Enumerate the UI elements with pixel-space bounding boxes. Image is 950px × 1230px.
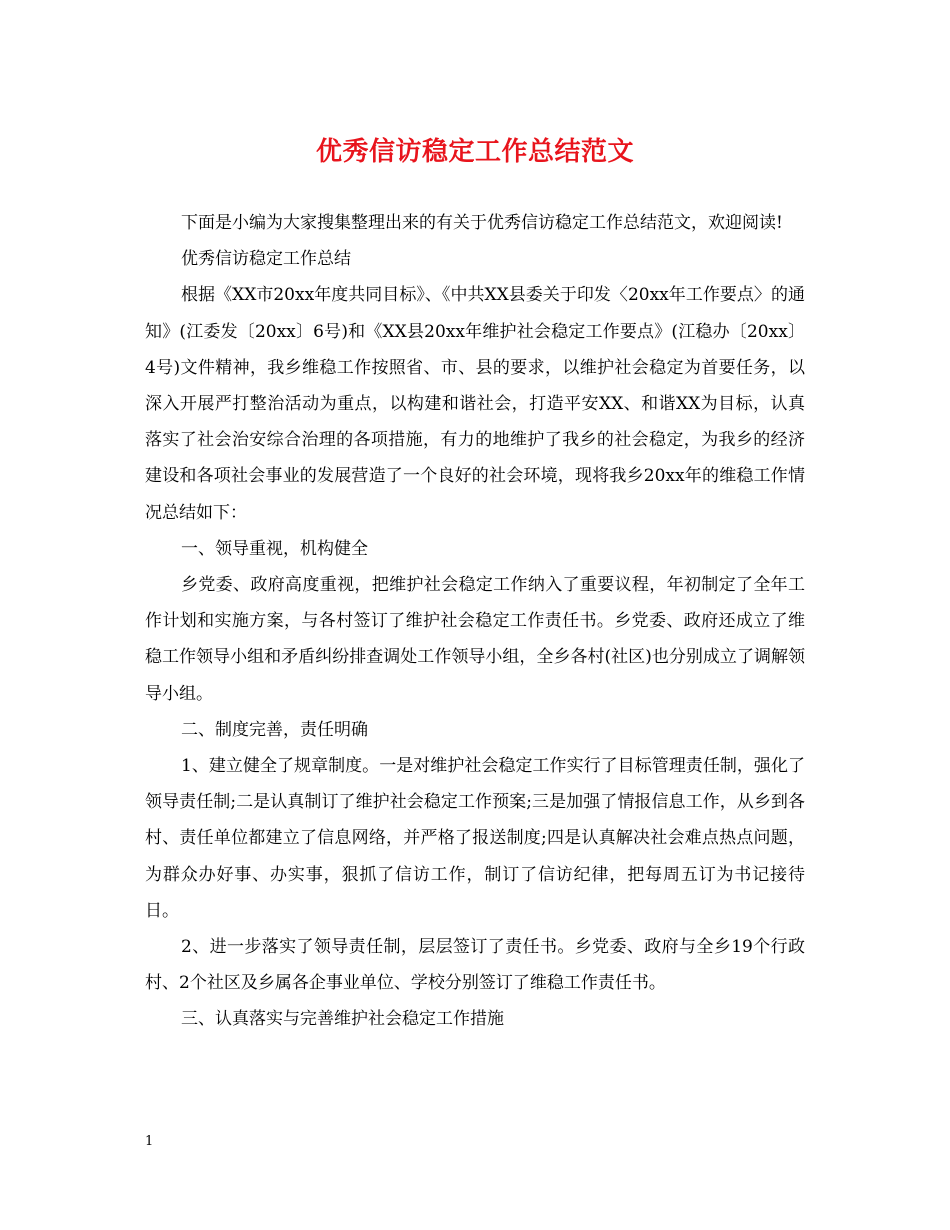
paragraph-item-2: 2、进一步落实了领导责任制，层层签订了责任书。乡党委、政府与全乡19个行政村、2个社区及乡属各企事业单位、学校分别签订了维稳工作责任书。 [145,937,805,994]
page-number: 1 [145,1134,154,1149]
document-title: 优秀信访稳定工作总结范文 [315,137,634,167]
section-heading-2: 二、制度完善，责任明确 [181,719,368,740]
section-heading-3: 三、认真落实与完善维护社会稳定工作措施 [181,1009,504,1030]
paragraph-section-1: 乡党委、政府高度重视，把维护社会稳定工作纳入了重要议程，年初制定了全年工作计划和实施方案，与各村签订了维护社会稳定工作责任书。乡党委、政府还成立了维稳工作领导小组和矛盾纠纷排查调处工作领导小组，全乡各村(社区)也分别成立了调解领导小组。 [145,575,805,704]
document-body [145,205,805,1038]
section-heading-1: 一、领导重视，机构健全 [181,538,368,559]
paragraph-basis: 根据《XX市20xx年度共同目标》、《中共XX县委关于印发〈20xx年工作要点〉的通知》(江委发〔20xx〕6号)和《XX县20xx年维护社会稳定工作要点》(江稳办〔20xx〕4号)文件精神，我乡维稳工作按照省、市、县的要求，以维护社会稳定为首要任务，以深入开展严打整治活动为重点，以构建和谐社会，打造平安XX、和谐XX为目标，认真落实了社会治安综合治理的各项措施，有力的地维护了我乡的社会稳定，为我乡的经济建设和各项社会事业的发展营造了一个良好的社会环境，现将我乡20xx年的维稳工作情况总结如下： [145,285,805,523]
paragraph-item-1: 1、建立健全了规章制度。一是对维护社会稳定工作实行了目标管理责任制，强化了领导责任制;二是认真制订了维护社会稳定工作预案;三是加强了情报信息工作，从乡到各村、责任单位都建立了信息网络，并严格了报送制度;四是认真解决社会难点热点问题，为群众办好事、办实事，狠抓了信访工作，制订了信访纪律，把每周五订为书记接待日。 [145,756,805,921]
paragraph-intro: 下面是小编为大家搜集整理出来的有关于优秀信访稳定工作总结范文，欢迎阅读! [181,213,783,233]
paragraph-subtitle: 优秀信访稳定工作总结 [181,249,351,270]
